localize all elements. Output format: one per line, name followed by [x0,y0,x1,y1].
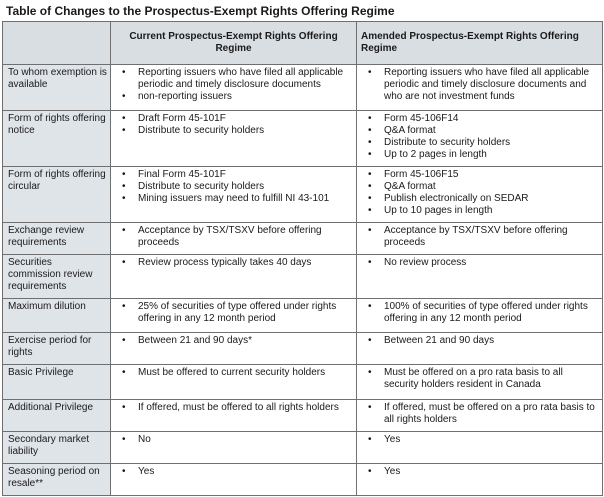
table-row [3,333,603,365]
amended-cell [357,400,603,432]
table-row [3,255,603,299]
current-cell [111,111,357,167]
current-cell [111,299,357,333]
bullet-item: • Up to 2 pages in length [362,149,599,161]
amended-cell [357,111,603,167]
row-label: Secondary market liability [3,432,111,464]
row-label: Securities commission review requirements [3,255,111,299]
current-cell [111,464,357,496]
bullet-item: • No [116,434,353,446]
amended-cell [357,223,603,255]
amended-cell [357,65,603,111]
current-cell [111,167,357,223]
bullet-item: • Between 21 and 90 days* [116,335,353,347]
row-label: Seasoning period on resale** [3,464,111,496]
table-row [3,65,603,111]
bullet-item: • Acceptance by TSX/TSXV before offering proceeds [362,225,599,249]
bullet-item: • Yes [362,434,599,446]
bullet-item: • Draft Form 45-101F [116,113,353,125]
bullet-item: • Distribute to security holders [362,137,599,149]
bullet-item: • Publish electronically on SEDAR [362,193,599,205]
bullet-item: • Review process typically takes 40 days [116,257,353,269]
bullet-item: • Q&A format [362,181,599,193]
row-label: Form of rights offering circular [3,167,111,223]
row-label: Exchange review requirements [3,223,111,255]
amended-cell [357,365,603,400]
bullet-item: • Reporting issuers who have filed all applicable periodic and timely disclosure documents and who are not investment funds [362,67,599,103]
bullet-item: • Reporting issuers who have filed all applicable periodic and timely disclosure documents [116,67,353,91]
bullet-item: • If offered, must be offered on a pro rata basis to all rights holders [362,402,599,426]
table-title: Table of Changes to the Prospectus-Exempt Rights Offering Regime [6,4,395,18]
header-current-regime: Current Prospectus-Exempt Rights Offering Regime [111,22,357,65]
row-label: Exercise period for rights [3,333,111,365]
current-cell [111,223,357,255]
amended-cell [357,333,603,365]
current-cell [111,65,357,111]
current-cell [111,365,357,400]
bullet-item: • Between 21 and 90 days [362,335,599,347]
bullet-item: • Must be offered to current security holders [116,367,353,379]
bullet-item: • Yes [362,466,599,478]
bullet-item: • Acceptance by TSX/TSXV before offering proceeds [116,225,353,249]
row-label: To whom exemption is available [3,65,111,111]
row-label: Form of rights offering notice [3,111,111,167]
bullet-item: • non-reporting issuers [116,91,353,103]
bullet-item: • 100% of securities of type offered under rights offering in any 12 month period [362,301,599,325]
bullet-item: • 25% of securities of type offered under rights offering in any 12 month period [116,301,353,325]
table-row [3,400,603,432]
amended-cell [357,432,603,464]
amended-cell [357,167,603,223]
table-row [3,365,603,400]
amended-cell [357,255,603,299]
current-cell [111,400,357,432]
bullet-item: • Q&A format [362,125,599,137]
bullet-item: • Must be offered on a pro rata basis to all security holders resident in Canada [362,367,599,391]
bullet-item: • No review process [362,257,599,269]
header-blank [3,22,111,65]
row-label: Maximum dilution [3,299,111,333]
row-label: Additional Privilege [3,400,111,432]
bullet-item: • If offered, must be offered to all rights holders [116,402,353,414]
current-cell [111,255,357,299]
bullet-item: • Form 45-106F14 [362,113,599,125]
current-cell [111,432,357,464]
table-row [3,299,603,333]
table-row [3,223,603,255]
amended-cell [357,464,603,496]
current-cell [111,333,357,365]
bullet-item: • Form 45-106F15 [362,169,599,181]
header-row [3,22,603,65]
header-amended-regime: Amended Prospectus-Exempt Rights Offering Regime [357,22,603,65]
bullet-item: • Distribute to security holders [116,125,353,137]
bullet-item: • Final Form 45-101F [116,169,353,181]
row-label: Basic Privilege [3,365,111,400]
bullet-item: • Distribute to security holders [116,181,353,193]
table-row [3,111,603,167]
table-row [3,464,603,496]
bullet-item: • Up to 10 pages in length [362,205,599,217]
table-row [3,432,603,464]
comparison-table [2,21,603,496]
bullet-item: • Yes [116,466,353,478]
amended-cell [357,299,603,333]
bullet-item: • Mining issuers may need to fulfill NI 43-101 [116,193,353,205]
table-row [3,167,603,223]
